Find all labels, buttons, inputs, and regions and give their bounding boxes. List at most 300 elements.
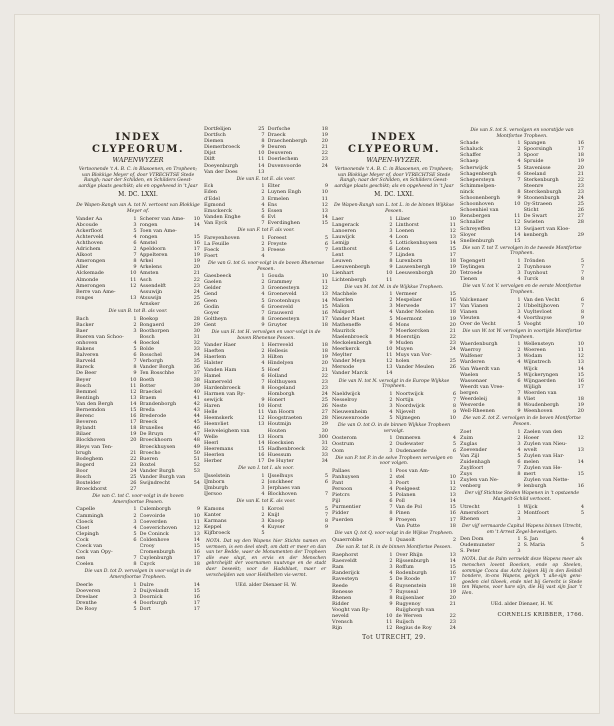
entry-name: lenburgh	[523, 483, 547, 490]
entry-number: 6	[389, 498, 393, 505]
entry-number: 10	[449, 215, 456, 222]
entry-name: Groesveld	[267, 303, 294, 310]
section-heading: Die van T. tot T. vervolgen in de tweede Montfortse Tropheen.	[462, 245, 582, 257]
entry-number: 4	[133, 339, 137, 346]
entry-number: 5	[389, 239, 393, 246]
entry-name: Polanen	[395, 492, 416, 499]
entry-table	[204, 273, 328, 328]
entry-number: 21	[321, 366, 328, 373]
entry-number: 3	[261, 285, 265, 292]
entry-name: Leeuwenborgh	[395, 270, 434, 277]
entry-cell	[204, 322, 265, 328]
entry-name: Cammingh	[76, 512, 104, 519]
entry-name: Vooght	[523, 320, 542, 327]
entry-name: Baer	[76, 327, 89, 334]
entry-number: 18	[130, 425, 137, 432]
entry-name: kenbergh	[523, 231, 548, 238]
entry-number: 5	[580, 509, 584, 516]
entry-name: Matheneffe	[332, 321, 361, 328]
entry-name: Heerl	[204, 439, 219, 446]
entry-number	[391, 523, 393, 529]
entry-name: De Beer	[76, 370, 97, 377]
entry-name: Vrensch	[332, 619, 353, 626]
entry-name: Zuglas	[460, 440, 478, 447]
entry-name: Eck	[204, 183, 214, 190]
entry-number	[326, 530, 328, 536]
entry-name: Oom	[332, 447, 344, 454]
entry-number: 11	[193, 518, 200, 525]
entry-number	[326, 169, 328, 175]
entry-name: Knoop	[267, 517, 284, 524]
entry-name: Bleys van Ten-	[76, 443, 113, 450]
entry-name: Poort	[395, 480, 410, 486]
entry-number: 3	[389, 303, 393, 310]
entry-name: Ermelen	[267, 195, 290, 202]
entry-name: Lijnden	[395, 252, 415, 259]
entry-name: Breda	[139, 406, 155, 413]
entry-number: 3	[517, 440, 521, 447]
entry-name: Asch	[139, 276, 152, 283]
entry-name: Waerdenburgh	[460, 341, 498, 348]
entry-name: Rhenen	[460, 515, 480, 522]
entry-name: Godin	[204, 303, 220, 310]
section-heading: Die van F. tot F. als voor.	[237, 228, 295, 233]
entry-name: neveld	[332, 612, 349, 619]
entry-number: 7	[389, 252, 393, 259]
entry-name: Broeckhoorn	[139, 437, 173, 444]
entry-name: Doeveren	[76, 587, 101, 594]
entry-cell	[76, 301, 137, 307]
entry-number: 11	[258, 409, 265, 416]
entry-number: 24	[449, 625, 456, 632]
entry-number	[582, 548, 584, 554]
entry-number: 20	[577, 408, 584, 415]
entry-number: 6	[389, 246, 393, 253]
entry-name: Cock	[76, 536, 89, 543]
entry-number: 16	[193, 239, 200, 246]
entry-name: Arkel	[139, 258, 154, 265]
entry-name: Dilft	[204, 156, 216, 163]
entry-number: 6	[133, 239, 137, 246]
entry-number: 9	[389, 339, 393, 346]
entry-number: 4	[261, 490, 265, 497]
entry-table	[460, 536, 584, 554]
entry-number: 17	[130, 419, 137, 426]
entry-number: 18	[449, 258, 456, 265]
entry-name: Vander Moelen	[395, 309, 434, 316]
entry-number: 16	[258, 451, 265, 458]
entry-name: Pinen	[395, 510, 410, 517]
entry-name: Maelenbroeck	[332, 333, 369, 340]
entry-name: Kijfbroeck	[204, 530, 231, 536]
index-column-1	[76, 126, 200, 706]
entry-number: 30	[193, 327, 200, 334]
entry-number: 8	[517, 471, 521, 478]
entry-number: 29	[193, 321, 200, 328]
entry-name: Vander Haer	[204, 342, 237, 349]
entry-name: Amersfoort	[460, 509, 489, 516]
entry-number	[454, 370, 456, 376]
entry-name: Crooy	[139, 543, 155, 550]
entry-number: 25	[577, 201, 584, 208]
entry-number: 20	[449, 270, 456, 277]
entry-name: Dulre	[139, 581, 154, 588]
entry-number: 9	[389, 264, 393, 271]
entry-cell	[332, 415, 393, 421]
entry-name: Swieten	[523, 219, 544, 226]
entry-name: Berenc	[76, 413, 95, 420]
entry-number: 2	[517, 509, 521, 516]
entry-number: 5	[517, 320, 521, 327]
entry-number: 20	[130, 437, 137, 444]
entry-number: 8	[580, 308, 584, 315]
entry-name: Korcel	[267, 505, 284, 512]
entry-number: 5	[517, 452, 521, 459]
entry-name: Van Hoorn	[267, 409, 295, 416]
entry-number: 5	[261, 530, 265, 536]
entry-cell	[460, 238, 521, 244]
entry-number: 5	[389, 492, 393, 499]
entry-name: Jerphaes van	[267, 484, 301, 491]
entry-name: Duijvelandt	[139, 587, 169, 594]
entry-number: 7	[133, 555, 137, 562]
entry-number: 28	[193, 315, 200, 322]
entry-name: Cuylenburgh	[139, 555, 173, 562]
entry-number: 9	[261, 397, 265, 404]
entry-name: Tuynhouse	[523, 264, 552, 271]
entry-number: 33	[321, 451, 328, 458]
section-heading: Die van Q. tot Q. voor-volgt in de Wijkse Tropheen.	[334, 530, 454, 536]
entry-number: 15	[577, 471, 584, 478]
entry-cell	[332, 537, 393, 543]
entry-number: 17	[449, 303, 456, 310]
entry-name: Zaelen van den	[523, 428, 563, 435]
entry-number: 10	[386, 346, 393, 353]
entry-number: 15	[321, 303, 328, 310]
entry-name: Schagenbergh	[460, 170, 497, 177]
entry-name: Hoorn	[267, 433, 284, 440]
entry-number: 15	[449, 291, 456, 298]
entry-number: 31	[321, 439, 328, 446]
entry-name: Vander Meulen	[395, 364, 435, 371]
entry-name: Cromenburgh	[139, 549, 175, 556]
entry-number: 3	[389, 402, 393, 409]
entry-name: Schade	[460, 140, 479, 147]
entry-name: Heemskerk	[204, 415, 233, 422]
entry-number: 34	[193, 352, 200, 359]
entry-number: 1	[389, 537, 393, 544]
entry-number: 7	[517, 176, 521, 183]
entry-number: 16	[577, 140, 584, 147]
entry-number: 16	[321, 309, 328, 316]
entry-name: Helle	[204, 409, 218, 416]
entry-name: Herreveld	[267, 342, 294, 349]
entry-number: 17	[193, 605, 200, 612]
entry-number: 4	[517, 446, 521, 453]
entry-cell	[204, 491, 265, 497]
entry-name: Achthoven	[76, 239, 103, 246]
entry-name: Luynen Engh	[267, 189, 302, 196]
entry-name: Amstel	[139, 239, 157, 246]
entry-number: 20	[449, 594, 456, 601]
entry-cell	[460, 483, 521, 489]
entry-number: 6	[452, 390, 456, 397]
entry-number: 11	[449, 480, 456, 486]
entry-name: Van Waerdt van	[460, 365, 500, 372]
entry-number: 3	[261, 195, 265, 202]
entry-number: 23	[130, 461, 137, 468]
entry-name: Zuylen van Har-	[523, 452, 565, 459]
entry-cell	[204, 458, 265, 464]
entry-number: 4	[517, 276, 521, 283]
entry-number: 33	[193, 346, 200, 353]
entry-name: Snellenburgh	[460, 237, 495, 244]
entry-name: Hoef	[267, 366, 280, 373]
entry-number: 12	[258, 415, 265, 422]
entry-name: Capelle	[76, 506, 96, 513]
entry-name: Rodenburgh	[395, 570, 427, 577]
entry-name: Draechenbergh	[267, 138, 308, 145]
entry-name: Voorthuyse	[523, 314, 552, 321]
entry-number: 17	[449, 576, 456, 583]
entry-number: 19	[321, 354, 328, 361]
entry-number: 22	[321, 150, 328, 157]
entry-name: Grauwerd	[267, 309, 293, 316]
entry-number: 11	[258, 156, 265, 163]
entry-name: Over de Vecht	[460, 320, 496, 327]
entry-name: Berre van Ame-	[76, 288, 116, 295]
entry-number: 21	[449, 600, 456, 607]
entry-name: Groeneveld	[267, 291, 297, 298]
entry-number: 1	[517, 296, 521, 303]
entry-number: 9	[324, 523, 328, 530]
entry-name: Ram	[332, 564, 344, 571]
section-heading: Die van M. tot M. in de Wijkkse Tropheen.	[344, 284, 444, 290]
entry-name: nen	[76, 555, 86, 562]
entry-number: 18	[449, 309, 456, 316]
entry-number: 3	[389, 227, 393, 234]
entry-name: Dortfelijen	[204, 126, 232, 132]
entry-name: Poelgeest	[395, 486, 420, 493]
entry-name: Purmentier	[332, 504, 361, 511]
entry-name: Assuwijn	[139, 288, 163, 295]
entry-number: 19	[449, 315, 456, 322]
entry-name: Lilaer	[395, 215, 411, 222]
entry-number: 13	[386, 364, 393, 371]
entry-name: Maerlen	[332, 297, 354, 304]
entry-name: Backer	[76, 321, 94, 328]
entry-name: Goltheyn	[204, 315, 227, 322]
entry-name: Atsuwijn	[139, 294, 162, 301]
entry-cell	[268, 491, 329, 497]
entry-name: Woerden van	[523, 389, 557, 396]
entry-number: 25	[130, 474, 137, 480]
entry-name: Dreelaer	[76, 593, 99, 600]
signature-line: UEd. alder Dienaer, H. W.	[490, 601, 554, 607]
entry-name: Van den Vecht	[523, 296, 560, 303]
entry-cell	[396, 537, 457, 543]
entry-cell	[204, 253, 265, 259]
entry-cell	[460, 408, 521, 414]
entry-number: 17	[193, 555, 200, 562]
entry-name: Bakens	[76, 346, 95, 353]
entry-number: 5	[261, 366, 265, 373]
entry-cell	[76, 561, 137, 567]
entry-name: Bruxelles	[139, 425, 164, 432]
entry-number: 17	[193, 599, 200, 606]
entry-number: 48	[193, 437, 200, 444]
entry-number: 2	[389, 297, 393, 304]
entry-number: 12	[130, 388, 137, 395]
entry-table	[204, 183, 328, 226]
entry-number: 15	[193, 587, 200, 594]
entry-name: Freese	[267, 246, 285, 253]
entry-name: Heenvliet	[204, 421, 229, 428]
entry-number: 18	[577, 396, 584, 403]
entry-cell	[268, 322, 329, 328]
entry-number: 18	[193, 561, 200, 568]
entry-number: 4	[517, 359, 521, 366]
entry-number: 16	[130, 413, 137, 420]
entry-name: Eden	[204, 189, 218, 196]
entry-name: Culemborgh	[139, 506, 171, 513]
entry-name: Beveren	[76, 419, 97, 426]
entry-cell	[460, 321, 521, 327]
entry-name: Ruysenstein	[395, 582, 427, 589]
entry-number: 12	[449, 486, 456, 493]
entry-name: Ommeren	[395, 435, 421, 442]
entry-cell	[524, 483, 585, 489]
entry-number: 9	[517, 483, 521, 490]
entry-number: 26	[577, 207, 584, 214]
entry-cell	[332, 370, 393, 376]
section-heading: Die van O. tot O. in de binnen Wijkkse Tropheen vervolgt.	[337, 423, 451, 434]
entry-number: 22	[449, 612, 456, 619]
entry-number: 8	[133, 258, 137, 265]
entry-table	[460, 429, 584, 490]
entry-name: Woereen	[523, 347, 546, 354]
entry-number: 3	[389, 447, 393, 454]
entry-number: 27	[130, 486, 137, 493]
entry-name: Raephorst	[332, 552, 359, 559]
entry-name: Coeck van	[76, 543, 103, 550]
entry-name: Van Vianen	[460, 302, 489, 309]
entry-number: 14	[514, 231, 521, 238]
entry-number: 24	[449, 346, 456, 353]
entry-name: Stavenisse	[523, 164, 551, 171]
entry-name: Tuynhout	[523, 270, 548, 277]
entry-name: Swijndrecht	[139, 480, 171, 487]
entry-name: Gouda	[267, 273, 284, 280]
entry-name: Turck	[523, 276, 539, 283]
index-description: Vertoonende 't A. B. C. in Blasoenen, en Tropheen; van Blokkige Meyer of, door VTRECHTSE Stede Rangh; naar der Schilden, en Schilders Geest-aardige plaats geschikt; als en opgeheesd in 't Jaar	[334, 167, 454, 189]
entry-cell	[268, 458, 329, 464]
entry-name: Schoonenbergh	[460, 195, 500, 202]
entry-name: Schreyeffen	[460, 225, 491, 232]
entry-name: rongen	[139, 233, 158, 240]
section-heading: Die van G. tot G. voor-volgt in de boven Rhenense Pesoen.	[207, 260, 325, 272]
entry-number: 8	[324, 517, 328, 524]
entry-name: De Roode	[395, 576, 421, 583]
entry-number: 2	[389, 473, 393, 480]
entry-name: Arkelens	[139, 264, 162, 271]
entry-name: Beyer	[76, 376, 91, 383]
entry-name: Leuwen	[332, 258, 352, 265]
entry-number: 8	[389, 258, 393, 265]
entry-name: Rijssenburgh	[395, 558, 429, 565]
entry-table	[204, 506, 328, 536]
entry-cell	[524, 408, 585, 414]
entry-number: 8	[452, 402, 456, 409]
entry-number: 1	[261, 472, 265, 479]
entry-name: Moermont	[395, 315, 422, 322]
entry-name: Boothorpen	[139, 327, 170, 334]
entry-table	[204, 342, 328, 464]
entry-number: 15	[130, 406, 137, 413]
entry-number: 4	[133, 524, 137, 531]
entry-number: 46	[193, 425, 200, 432]
entry-cell	[76, 606, 137, 612]
entry-name: Nijmegen	[395, 415, 421, 422]
entry-name: Broeckhorst	[76, 486, 108, 493]
entry-name: IJmborn	[204, 478, 225, 485]
entry-number: 17	[449, 252, 456, 259]
entry-number: 19	[577, 402, 584, 409]
entry-number: 11	[386, 619, 393, 626]
entry-name: Scherer van Ame-	[139, 215, 185, 222]
entry-number: 10	[386, 612, 393, 619]
entry-name: Gaesbeeck	[204, 273, 232, 280]
entry-name: Zuylen van Nette-	[523, 477, 570, 484]
entry-cell	[204, 220, 265, 226]
entry-number: 5	[389, 315, 393, 322]
entry-number: 3	[517, 548, 521, 555]
entry-number: 4	[517, 314, 521, 321]
entry-number: 14	[449, 498, 456, 505]
entry-name: Vander Maet	[332, 315, 365, 322]
entry-number: 3	[389, 564, 393, 571]
entry-number: 5	[324, 234, 328, 241]
entry-cell	[140, 606, 201, 612]
entry-name: Hoecksien	[267, 439, 295, 446]
entry-number: 8	[517, 188, 521, 195]
entry-name: Swijaert van Kloe-	[523, 225, 570, 232]
entry-name: Coeverden	[139, 518, 167, 525]
entry-number: 4	[261, 252, 265, 259]
entry-name: Diemen	[204, 138, 224, 145]
entry-cell	[460, 276, 521, 282]
entry-name: Schoenhiel van	[460, 207, 499, 214]
section-heading: Die van P. tot P. in de selve Tropheen vervolgen en voor volgen.	[335, 455, 453, 467]
entry-name: Renesse	[332, 588, 353, 595]
entry-number: 5	[580, 257, 584, 264]
entry-number: 14	[449, 558, 456, 565]
entry-name: d'Edel	[204, 195, 220, 202]
entry-name: De Coninck	[139, 530, 169, 537]
entry-number: 10	[449, 473, 456, 480]
entry-number: 44	[193, 413, 200, 420]
entry-name: Van Putte	[395, 522, 421, 529]
entry-name: Schimmelpen-	[460, 182, 497, 189]
entry-name: Gruyter	[267, 321, 288, 328]
entry-number: 6	[452, 447, 456, 454]
entry-cell	[396, 625, 457, 631]
entry-number: 12	[130, 282, 137, 289]
entry-name: Wijngaerden	[523, 377, 556, 384]
entry-number: 22	[321, 372, 328, 379]
entry-table	[332, 537, 456, 543]
entry-number: 3	[133, 593, 137, 600]
